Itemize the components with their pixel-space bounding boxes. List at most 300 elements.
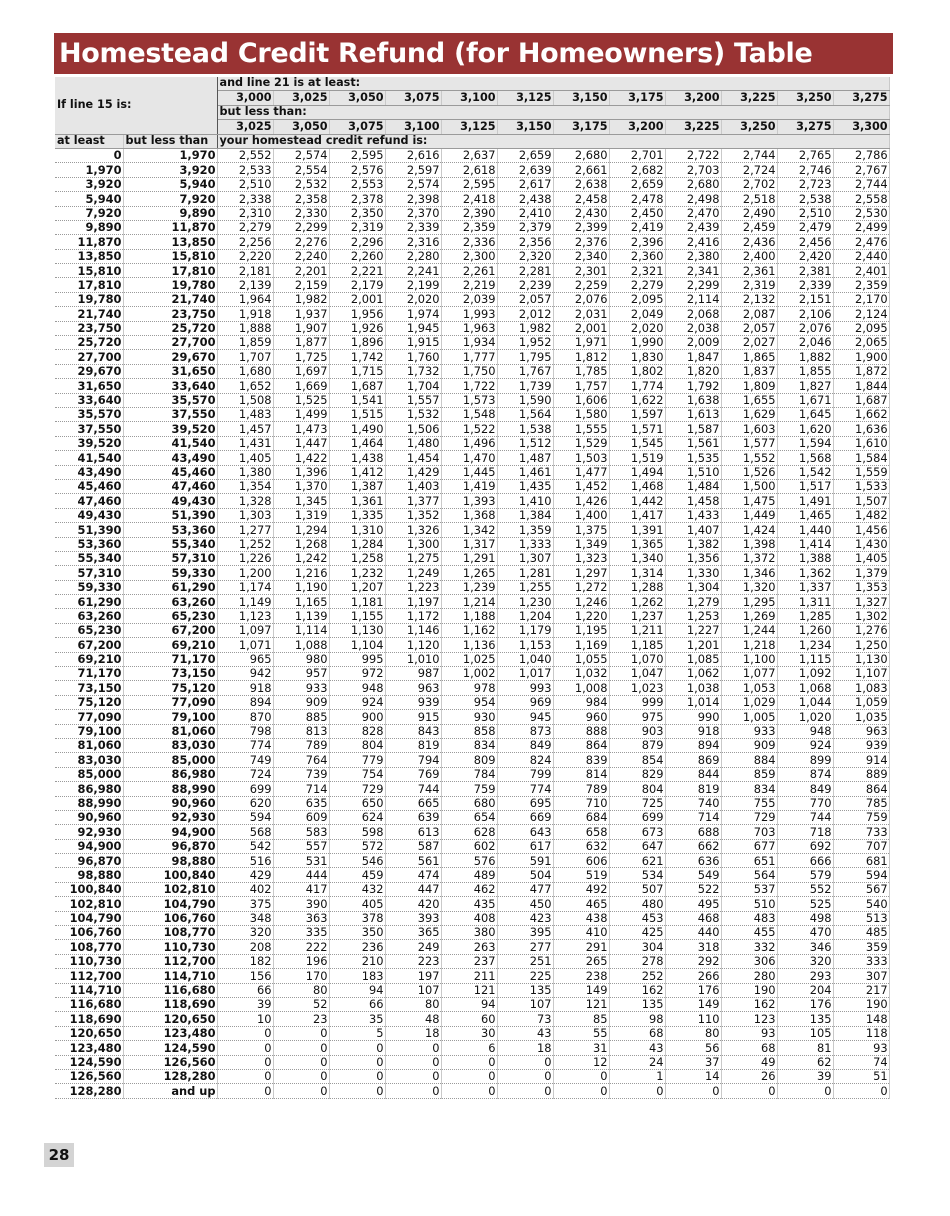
income-less-than: 77,090	[123, 695, 217, 709]
refund-value: 107	[385, 983, 441, 997]
refund-value: 1,915	[385, 336, 441, 350]
line21-low-value: 3,175	[609, 91, 665, 105]
table-row	[55, 523, 889, 537]
refund-value: 650	[329, 796, 385, 810]
refund-value: 1,333	[497, 537, 553, 551]
refund-value: 0	[385, 1041, 441, 1055]
refund-value: 1,288	[609, 580, 665, 594]
refund-value: 924	[777, 738, 833, 752]
refund-value: 2,027	[721, 336, 777, 350]
table-row	[55, 1069, 889, 1083]
refund-value: 1,490	[329, 422, 385, 436]
refund-value: 1,230	[497, 595, 553, 609]
refund-value: 307	[833, 969, 889, 983]
refund-value: 2,554	[273, 163, 329, 177]
refund-value: 1,952	[497, 336, 553, 350]
refund-value: 432	[329, 882, 385, 896]
refund-value: 2,553	[329, 177, 385, 191]
refund-value: 2,339	[385, 220, 441, 234]
income-at-least: 33,640	[55, 393, 123, 407]
refund-value: 2,159	[273, 278, 329, 292]
income-at-least: 79,100	[55, 724, 123, 738]
refund-value: 654	[441, 810, 497, 824]
refund-value: 1,662	[833, 407, 889, 421]
table-row	[55, 235, 889, 249]
table-row	[55, 479, 889, 493]
refund-value: 1,568	[777, 451, 833, 465]
refund-value: 681	[833, 854, 889, 868]
income-less-than: 51,390	[123, 508, 217, 522]
refund-value: 1,384	[497, 508, 553, 522]
refund-value: 1,655	[721, 393, 777, 407]
refund-value: 918	[665, 724, 721, 738]
refund-value: 2,400	[721, 249, 777, 263]
refund-value: 980	[273, 652, 329, 666]
refund-value: 969	[497, 695, 553, 709]
income-less-than: 21,740	[123, 292, 217, 306]
refund-value: 1,382	[665, 537, 721, 551]
income-at-least: 102,810	[55, 897, 123, 911]
refund-value: 470	[777, 926, 833, 940]
refund-value: 81	[777, 1041, 833, 1055]
refund-value: 93	[833, 1041, 889, 1055]
refund-value: 149	[665, 998, 721, 1012]
refund-value: 2,420	[777, 249, 833, 263]
refund-value: 688	[665, 825, 721, 839]
refund-value: 2,510	[777, 206, 833, 220]
refund-value: 280	[721, 969, 777, 983]
income-at-least: 1,970	[55, 163, 123, 177]
refund-value: 483	[721, 911, 777, 925]
refund-value: 1,405	[217, 451, 273, 465]
refund-value: 839	[553, 753, 609, 767]
refund-value: 828	[329, 724, 385, 738]
income-less-than: 15,810	[123, 249, 217, 263]
page-title: Homestead Credit Refund (for Homeowners) Table	[54, 33, 893, 74]
table-row	[55, 897, 889, 911]
refund-value: 1,512	[497, 436, 553, 450]
refund-value: 1,020	[777, 710, 833, 724]
refund-value: 2,438	[497, 192, 553, 206]
refund-value: 651	[721, 854, 777, 868]
refund-value: 429	[217, 868, 273, 882]
refund-value: 278	[609, 954, 665, 968]
refund-value: 1,250	[833, 638, 889, 652]
refund-value: 1,500	[721, 479, 777, 493]
refund-value: 2,680	[553, 148, 609, 162]
refund-value: 1,470	[441, 451, 497, 465]
income-less-than: 61,290	[123, 580, 217, 594]
refund-value: 1,571	[609, 422, 665, 436]
refund-value: 1,237	[609, 609, 665, 623]
refund-value: 1,594	[777, 436, 833, 450]
line21-high-value: 3,100	[385, 120, 441, 134]
refund-value: 0	[329, 1041, 385, 1055]
income-at-least: 96,870	[55, 854, 123, 868]
refund-value: 2,597	[385, 163, 441, 177]
income-less-than: 118,690	[123, 998, 217, 1012]
refund-value: 1,613	[665, 407, 721, 421]
refund-value: 1,480	[385, 436, 441, 450]
refund-value: 1,220	[553, 609, 609, 623]
refund-value: 73	[497, 1012, 553, 1026]
income-at-least: 123,480	[55, 1041, 123, 1055]
refund-value: 729	[329, 782, 385, 796]
income-less-than: 104,790	[123, 897, 217, 911]
refund-value: 196	[273, 954, 329, 968]
refund-value: 395	[497, 926, 553, 940]
refund-value: 1,559	[833, 465, 889, 479]
income-less-than: 88,990	[123, 782, 217, 796]
refund-value: 813	[273, 724, 329, 738]
income-at-least: 104,790	[55, 911, 123, 925]
refund-value: 1,380	[217, 465, 273, 479]
refund-value: 1,285	[777, 609, 833, 623]
refund-value: 1,809	[721, 379, 777, 393]
refund-value: 447	[385, 882, 441, 896]
refund-value: 2,470	[665, 206, 721, 220]
refund-value: 885	[273, 710, 329, 724]
refund-value: 1,506	[385, 422, 441, 436]
refund-value: 677	[721, 839, 777, 853]
refund-value: 0	[273, 1069, 329, 1083]
refund-value: 265	[553, 954, 609, 968]
refund-value: 2,380	[665, 249, 721, 263]
refund-value: 1,767	[497, 364, 553, 378]
income-less-than: 92,930	[123, 810, 217, 824]
refund-value: 1,370	[273, 479, 329, 493]
table-row	[55, 638, 889, 652]
refund-value: 1,139	[273, 609, 329, 623]
refund-value: 1,146	[385, 623, 441, 637]
refund-value: 1,792	[665, 379, 721, 393]
refund-value: 2,336	[441, 235, 497, 249]
refund-value: 2,009	[665, 336, 721, 350]
refund-value: 1,239	[441, 580, 497, 594]
refund-value: 1,430	[833, 537, 889, 551]
refund-value: 26	[721, 1069, 777, 1083]
refund-value: 1,410	[497, 494, 553, 508]
refund-value: 1,275	[385, 551, 441, 565]
refund-value: 1,337	[777, 580, 833, 594]
refund-value: 0	[217, 1069, 273, 1083]
refund-value: 1,361	[329, 494, 385, 508]
income-at-least: 120,650	[55, 1026, 123, 1040]
refund-value: 1,971	[553, 336, 609, 350]
income-at-least: 57,310	[55, 566, 123, 580]
refund-value: 1,937	[273, 307, 329, 321]
income-at-least: 128,280	[55, 1084, 123, 1098]
table-row	[55, 926, 889, 940]
table-row	[55, 695, 889, 709]
refund-value: 2,280	[385, 249, 441, 263]
income-at-least: 31,650	[55, 379, 123, 393]
refund-value: 66	[329, 998, 385, 1012]
refund-value: 2,744	[721, 148, 777, 162]
refund-value: 572	[329, 839, 385, 853]
line21-high-value: 3,050	[273, 120, 329, 134]
table-row	[55, 595, 889, 609]
refund-value: 2,723	[777, 177, 833, 191]
refund-value: 1,473	[273, 422, 329, 436]
refund-value: 990	[665, 710, 721, 724]
refund-value: 2,617	[497, 177, 553, 191]
refund-value: 2,106	[777, 307, 833, 321]
refund-value: 870	[217, 710, 273, 724]
refund-value: 162	[609, 983, 665, 997]
refund-value: 1,304	[665, 580, 721, 594]
refund-value: 1,872	[833, 364, 889, 378]
refund-value: 2,299	[273, 220, 329, 234]
refund-value: 2,039	[441, 292, 497, 306]
refund-value: 1,302	[833, 609, 889, 623]
refund-value: 1,636	[833, 422, 889, 436]
income-less-than: 49,430	[123, 494, 217, 508]
refund-value: 636	[665, 854, 721, 868]
refund-value: 1,704	[385, 379, 441, 393]
refund-value: 2,682	[609, 163, 665, 177]
table-row	[55, 407, 889, 421]
refund-value: 1,115	[777, 652, 833, 666]
refund-value: 2,616	[385, 148, 441, 162]
refund-value: 1,342	[441, 523, 497, 537]
refund-value: 0	[385, 1069, 441, 1083]
refund-value: 1,130	[329, 623, 385, 637]
refund-value: 455	[721, 926, 777, 940]
refund-value: 162	[721, 998, 777, 1012]
refund-value: 1,750	[441, 364, 497, 378]
refund-value: 2,279	[217, 220, 273, 234]
refund-value: 123	[721, 1012, 777, 1026]
refund-value: 1,335	[329, 508, 385, 522]
refund-value: 2,358	[273, 192, 329, 206]
refund-value: 939	[833, 738, 889, 752]
line21-low-value: 3,125	[497, 91, 553, 105]
income-less-than: 106,760	[123, 911, 217, 925]
table-row	[55, 724, 889, 738]
table-row	[55, 738, 889, 752]
refund-value: 2,259	[553, 278, 609, 292]
refund-value: 249	[385, 940, 441, 954]
refund-value: 764	[273, 753, 329, 767]
refund-value: 365	[385, 926, 441, 940]
income-less-than: 100,840	[123, 868, 217, 882]
refund-value: 1,097	[217, 623, 273, 637]
line21-low-value: 3,075	[385, 91, 441, 105]
refund-value: 639	[385, 810, 441, 824]
refund-value: 2,220	[217, 249, 273, 263]
refund-value: 208	[217, 940, 273, 954]
income-at-least: 11,870	[55, 235, 123, 249]
refund-value: 363	[273, 911, 329, 925]
refund-value: 1,162	[441, 623, 497, 637]
refund-value: 55	[553, 1026, 609, 1040]
refund-value: 1,253	[665, 609, 721, 623]
refund-value: 707	[833, 839, 889, 853]
income-less-than: 37,550	[123, 407, 217, 421]
refund-value: 754	[329, 767, 385, 781]
refund-value: 1,577	[721, 436, 777, 450]
refund-value: 438	[553, 911, 609, 925]
refund-value: 1,068	[777, 681, 833, 695]
refund-value: 1,330	[665, 566, 721, 580]
refund-value: 1,174	[217, 580, 273, 594]
refund-value: 718	[777, 825, 833, 839]
refund-value: 1,475	[721, 494, 777, 508]
income-at-least: 15,810	[55, 264, 123, 278]
but-less-than-header: but less than	[123, 134, 217, 148]
refund-value: 2,296	[329, 235, 385, 249]
refund-value: 948	[329, 681, 385, 695]
refund-value: 909	[273, 695, 329, 709]
refund-value: 1,071	[217, 638, 273, 652]
income-at-least: 37,550	[55, 422, 123, 436]
refund-value: 1,629	[721, 407, 777, 421]
refund-value: 557	[273, 839, 329, 853]
refund-value: 1,396	[273, 465, 329, 479]
refund-value: 1,456	[833, 523, 889, 537]
refund-value: 1,179	[497, 623, 553, 637]
refund-value: 2,595	[441, 177, 497, 191]
income-less-than: 47,460	[123, 479, 217, 493]
income-at-least: 126,560	[55, 1069, 123, 1083]
refund-value: 390	[273, 897, 329, 911]
refund-value: 37	[665, 1055, 721, 1069]
table-row	[55, 436, 889, 450]
refund-value: 1,548	[441, 407, 497, 421]
refund-value: 819	[665, 782, 721, 796]
income-at-least: 81,060	[55, 738, 123, 752]
refund-value: 1,276	[833, 623, 889, 637]
refund-value: 14	[665, 1069, 721, 1083]
refund-value: 669	[497, 810, 553, 824]
refund-value: 662	[665, 839, 721, 853]
refund-value: 459	[329, 868, 385, 882]
refund-value: 1,040	[497, 652, 553, 666]
refund-value: 251	[497, 954, 553, 968]
refund-value: 1,320	[721, 580, 777, 594]
refund-value: 799	[497, 767, 553, 781]
refund-value: 1,297	[553, 566, 609, 580]
refund-value: 909	[721, 738, 777, 752]
income-less-than: 85,000	[123, 753, 217, 767]
refund-value: 423	[497, 911, 553, 925]
refund-value: 1,496	[441, 436, 497, 450]
refund-value: 1,047	[609, 667, 665, 681]
refund-value: 1,522	[441, 422, 497, 436]
refund-value: 2,068	[665, 307, 721, 321]
refund-value: 1,888	[217, 321, 273, 335]
refund-value: 2,300	[441, 249, 497, 263]
refund-value: 1,398	[721, 537, 777, 551]
refund-value: 1,757	[553, 379, 609, 393]
refund-value: 1,008	[553, 681, 609, 695]
refund-value: 2,459	[721, 220, 777, 234]
refund-value: 1,491	[777, 494, 833, 508]
refund-value: 80	[385, 998, 441, 1012]
refund-value: 2,356	[497, 235, 553, 249]
table-row	[55, 249, 889, 263]
refund-value: 1,742	[329, 350, 385, 364]
refund-value: 2,201	[273, 264, 329, 278]
refund-value: 963	[833, 724, 889, 738]
refund-value: 1,557	[385, 393, 441, 407]
refund-value: 1,590	[497, 393, 553, 407]
refund-value: 1,130	[833, 652, 889, 666]
income-less-than: 43,490	[123, 451, 217, 465]
refund-value: 1,291	[441, 551, 497, 565]
refund-value: 1,185	[609, 638, 665, 652]
refund-value: 1,827	[777, 379, 833, 393]
refund-value: 485	[833, 926, 889, 940]
refund-value: 1,587	[665, 422, 721, 436]
refund-value: 665	[385, 796, 441, 810]
refund-value: 789	[553, 782, 609, 796]
income-less-than: 126,560	[123, 1055, 217, 1069]
refund-value: 1,896	[329, 336, 385, 350]
refund-value: 2,381	[777, 264, 833, 278]
income-less-than: 39,520	[123, 422, 217, 436]
refund-value: 954	[441, 695, 497, 709]
refund-value: 1,638	[665, 393, 721, 407]
refund-value: 759	[833, 810, 889, 824]
refund-value: 1,234	[777, 638, 833, 652]
refund-value: 1,303	[217, 508, 273, 522]
refund-value: 1,232	[329, 566, 385, 580]
table-row	[55, 350, 889, 364]
refund-value: 1,482	[833, 508, 889, 522]
refund-value: 0	[609, 1084, 665, 1098]
refund-value: 1,837	[721, 364, 777, 378]
refund-value: 85	[553, 1012, 609, 1026]
refund-value: 2,261	[441, 264, 497, 278]
refund-value: 2,124	[833, 307, 889, 321]
refund-value: 39	[777, 1069, 833, 1083]
refund-value: 714	[273, 782, 329, 796]
refund-value: 1,092	[777, 667, 833, 681]
refund-value: 474	[385, 868, 441, 882]
refund-value: 359	[833, 940, 889, 954]
refund-value: 332	[721, 940, 777, 954]
refund-value: 1,964	[217, 292, 273, 306]
refund-value: 2,076	[777, 321, 833, 335]
income-at-least: 86,980	[55, 782, 123, 796]
refund-value: 568	[217, 825, 273, 839]
income-at-least: 92,930	[55, 825, 123, 839]
refund-value: 420	[385, 897, 441, 911]
refund-value: 930	[441, 710, 497, 724]
refund-value: 1,417	[609, 508, 665, 522]
refund-value: 824	[497, 753, 553, 767]
table-row	[55, 393, 889, 407]
refund-value: 2,436	[721, 235, 777, 249]
refund-value: 18	[385, 1026, 441, 1040]
refund-value: 190	[833, 998, 889, 1012]
refund-value: 0	[497, 1069, 553, 1083]
refund-value: 987	[385, 667, 441, 681]
refund-value: 2,398	[385, 192, 441, 206]
refund-value: 1,269	[721, 609, 777, 623]
refund-value: 217	[833, 983, 889, 997]
refund-value: 2,360	[609, 249, 665, 263]
income-less-than: 11,870	[123, 220, 217, 234]
refund-value: 729	[721, 810, 777, 824]
income-at-least: 29,670	[55, 364, 123, 378]
income-at-least: 83,030	[55, 753, 123, 767]
refund-value: 183	[329, 969, 385, 983]
income-less-than: 71,170	[123, 652, 217, 666]
refund-value: 606	[553, 854, 609, 868]
